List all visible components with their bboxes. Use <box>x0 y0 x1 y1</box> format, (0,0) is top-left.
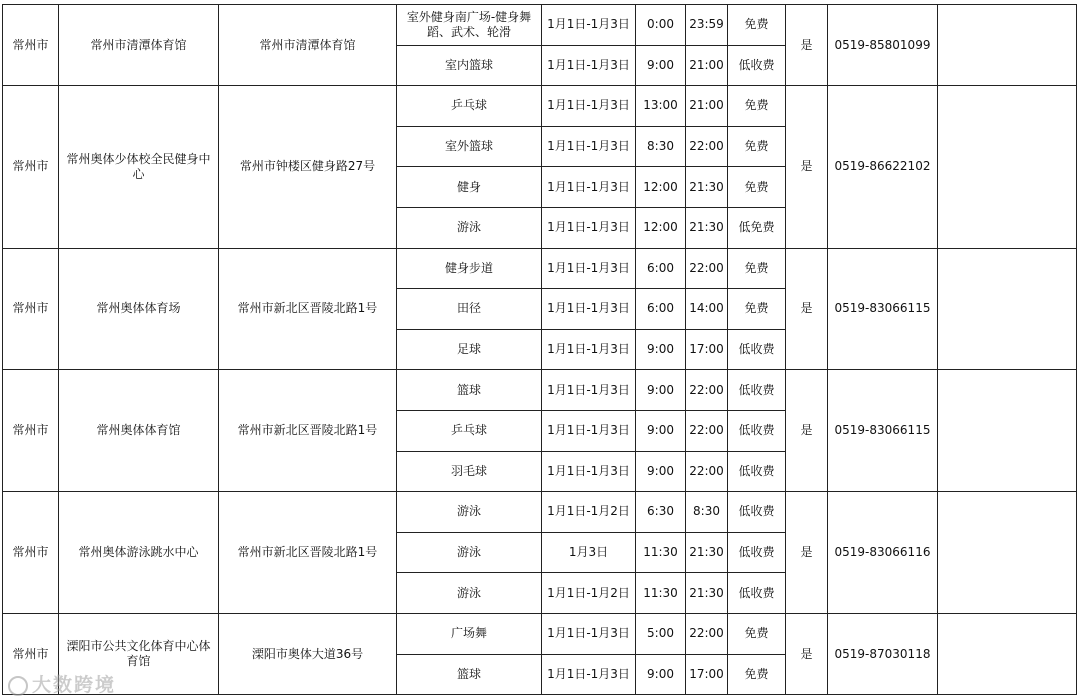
note-cell <box>938 492 1077 614</box>
fee-cell: 免费 <box>728 654 786 695</box>
fee-cell: 低收费 <box>728 45 786 86</box>
end-time-cell: 21:00 <box>686 86 728 127</box>
fee-cell: 免费 <box>728 126 786 167</box>
city-cell: 常州市 <box>3 492 59 614</box>
end-time-cell: 21:30 <box>686 207 728 248</box>
address-cell: 常州市新北区晋陵北路1号 <box>219 248 397 370</box>
start-time-cell: 9:00 <box>636 410 686 451</box>
project-cell: 游泳 <box>397 573 542 614</box>
date-range-cell: 1月1日-1月3日 <box>542 410 636 451</box>
address-cell: 溧阳市奥体大道36号 <box>219 613 397 694</box>
venue-name-cell: 常州奥体体育馆 <box>59 370 219 492</box>
start-time-cell: 11:30 <box>636 573 686 614</box>
date-range-cell: 1月1日-1月3日 <box>542 5 636 46</box>
fee-cell: 低收费 <box>728 532 786 573</box>
note-cell <box>938 248 1077 370</box>
project-cell: 健身步道 <box>397 248 542 289</box>
date-range-cell: 1月1日-1月3日 <box>542 86 636 127</box>
fee-cell: 免费 <box>728 5 786 46</box>
start-time-cell: 9:00 <box>636 370 686 411</box>
start-time-cell: 8:30 <box>636 126 686 167</box>
project-cell: 乒乓球 <box>397 86 542 127</box>
end-time-cell: 17:00 <box>686 329 728 370</box>
end-time-cell: 21:30 <box>686 167 728 208</box>
phone-cell: 0519-83066115 <box>828 370 938 492</box>
date-range-cell: 1月1日-1月3日 <box>542 329 636 370</box>
project-cell: 室外健身南广场-健身舞蹈、武术、轮滑 <box>397 5 542 46</box>
start-time-cell: 12:00 <box>636 207 686 248</box>
end-time-cell: 22:00 <box>686 370 728 411</box>
open-flag-cell: 是 <box>786 5 828 86</box>
address-cell: 常州市钟楼区健身路27号 <box>219 86 397 248</box>
project-cell: 乒乓球 <box>397 410 542 451</box>
date-range-cell: 1月1日-1月2日 <box>542 492 636 533</box>
fee-cell: 免费 <box>728 86 786 127</box>
project-cell: 室内篮球 <box>397 45 542 86</box>
project-cell: 羽毛球 <box>397 451 542 492</box>
end-time-cell: 14:00 <box>686 289 728 330</box>
address-cell: 常州市新北区晋陵北路1号 <box>219 492 397 614</box>
start-time-cell: 6:00 <box>636 248 686 289</box>
start-time-cell: 6:30 <box>636 492 686 533</box>
date-range-cell: 1月1日-1月2日 <box>542 573 636 614</box>
watermark-text: 大数跨境 <box>32 674 117 696</box>
watermark-logo-icon <box>8 676 28 696</box>
venue-schedule-table <box>2 4 1077 695</box>
start-time-cell: 6:00 <box>636 289 686 330</box>
phone-cell: 0519-83066116 <box>828 492 938 614</box>
venue-schedule-sheet <box>2 4 1076 694</box>
date-range-cell: 1月1日-1月3日 <box>542 370 636 411</box>
date-range-cell: 1月1日-1月3日 <box>542 248 636 289</box>
date-range-cell: 1月1日-1月3日 <box>542 289 636 330</box>
phone-cell: 0519-85801099 <box>828 5 938 86</box>
fee-cell: 免费 <box>728 248 786 289</box>
venue-row <box>3 492 1077 533</box>
note-cell <box>938 613 1077 694</box>
open-flag-cell: 是 <box>786 613 828 694</box>
project-cell: 健身 <box>397 167 542 208</box>
end-time-cell: 22:00 <box>686 126 728 167</box>
start-time-cell: 12:00 <box>636 167 686 208</box>
fee-cell: 低收费 <box>728 410 786 451</box>
open-flag-cell: 是 <box>786 370 828 492</box>
venue-row <box>3 86 1077 127</box>
venue-name-cell: 溧阳市公共文化体育中心体育馆 <box>59 613 219 694</box>
project-cell: 游泳 <box>397 532 542 573</box>
city-cell: 常州市 <box>3 5 59 86</box>
address-cell: 常州市清潭体育馆 <box>219 5 397 86</box>
note-cell <box>938 5 1077 86</box>
venue-row <box>3 248 1077 289</box>
end-time-cell: 21:30 <box>686 573 728 614</box>
date-range-cell: 1月1日-1月3日 <box>542 207 636 248</box>
phone-cell: 0519-87030118 <box>828 613 938 694</box>
city-cell: 常州市 <box>3 370 59 492</box>
fee-cell: 免费 <box>728 167 786 208</box>
end-time-cell: 22:00 <box>686 248 728 289</box>
open-flag-cell: 是 <box>786 86 828 248</box>
venue-row <box>3 613 1077 654</box>
project-cell: 室外篮球 <box>397 126 542 167</box>
start-time-cell: 9:00 <box>636 329 686 370</box>
note-cell <box>938 370 1077 492</box>
end-time-cell: 22:00 <box>686 613 728 654</box>
city-cell: 常州市 <box>3 86 59 248</box>
end-time-cell: 17:00 <box>686 654 728 695</box>
date-range-cell: 1月1日-1月3日 <box>542 654 636 695</box>
venue-name-cell: 常州奥体游泳跳水中心 <box>59 492 219 614</box>
note-cell <box>938 86 1077 248</box>
fee-cell: 低收费 <box>728 492 786 533</box>
date-range-cell: 1月1日-1月3日 <box>542 126 636 167</box>
date-range-cell: 1月1日-1月3日 <box>542 167 636 208</box>
open-flag-cell: 是 <box>786 248 828 370</box>
date-range-cell: 1月1日-1月3日 <box>542 45 636 86</box>
project-cell: 游泳 <box>397 492 542 533</box>
date-range-cell: 1月1日-1月3日 <box>542 613 636 654</box>
fee-cell: 低收费 <box>728 370 786 411</box>
project-cell: 田径 <box>397 289 542 330</box>
start-time-cell: 5:00 <box>636 613 686 654</box>
project-cell: 篮球 <box>397 370 542 411</box>
venue-name-cell: 常州奥体体育场 <box>59 248 219 370</box>
table-body <box>3 5 1077 695</box>
fee-cell: 低收费 <box>728 451 786 492</box>
project-cell: 足球 <box>397 329 542 370</box>
start-time-cell: 0:00 <box>636 5 686 46</box>
date-range-cell: 1月1日-1月3日 <box>542 451 636 492</box>
start-time-cell: 13:00 <box>636 86 686 127</box>
start-time-cell: 9:00 <box>636 45 686 86</box>
end-time-cell: 8:30 <box>686 492 728 533</box>
fee-cell: 低免费 <box>728 207 786 248</box>
start-time-cell: 9:00 <box>636 451 686 492</box>
fee-cell: 低收费 <box>728 573 786 614</box>
fee-cell: 低收费 <box>728 329 786 370</box>
phone-cell: 0519-83066115 <box>828 248 938 370</box>
venue-name-cell: 常州奥体少体校全民健身中心 <box>59 86 219 248</box>
end-time-cell: 22:00 <box>686 451 728 492</box>
project-cell: 篮球 <box>397 654 542 695</box>
venue-name-cell: 常州市清潭体育馆 <box>59 5 219 86</box>
venue-row <box>3 5 1077 46</box>
end-time-cell: 21:30 <box>686 532 728 573</box>
end-time-cell: 21:00 <box>686 45 728 86</box>
city-cell: 常州市 <box>3 248 59 370</box>
date-range-cell: 1月3日 <box>542 532 636 573</box>
fee-cell: 免费 <box>728 613 786 654</box>
fee-cell: 免费 <box>728 289 786 330</box>
end-time-cell: 22:00 <box>686 410 728 451</box>
project-cell: 游泳 <box>397 207 542 248</box>
phone-cell: 0519-86622102 <box>828 86 938 248</box>
watermark <box>8 670 116 697</box>
venue-row <box>3 370 1077 411</box>
open-flag-cell: 是 <box>786 492 828 614</box>
end-time-cell: 23:59 <box>686 5 728 46</box>
city-cell: 常州市 <box>3 613 59 694</box>
start-time-cell: 9:00 <box>636 654 686 695</box>
start-time-cell: 11:30 <box>636 532 686 573</box>
address-cell: 常州市新北区晋陵北路1号 <box>219 370 397 492</box>
project-cell: 广场舞 <box>397 613 542 654</box>
